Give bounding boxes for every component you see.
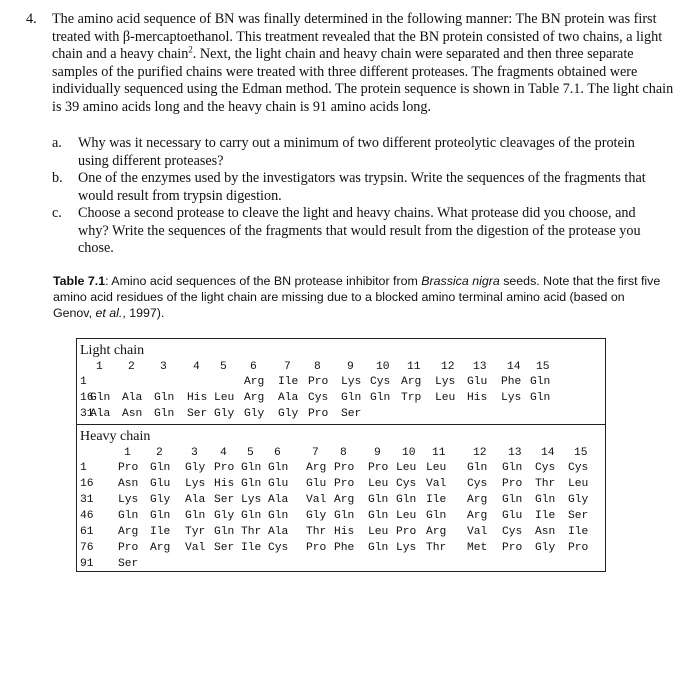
residue: His: [334, 526, 355, 538]
footnote-marker: 2: [188, 44, 193, 55]
position-number: 14: [541, 447, 555, 459]
residue: His: [214, 478, 235, 490]
residue: Gln: [154, 392, 175, 404]
sub-question-text: Why was it necessary to carry out a minimum of two different proteolytic cleavages of the protein using different proteases?: [78, 135, 635, 169]
sub-question-text: One of the enzymes used by the investigators was trypsin. Write the sequences of the fragments that would result from trypsin digestion.: [78, 170, 646, 204]
residue: Thr: [535, 478, 556, 490]
residue: Gln: [241, 478, 262, 490]
residue: Ser: [214, 494, 235, 506]
position-number: 9: [374, 447, 381, 459]
residue: Leu: [214, 392, 235, 404]
position-number: 3: [160, 361, 167, 373]
heavy-chain-title: Heavy chain: [80, 429, 151, 444]
residue: Arg: [426, 526, 447, 538]
caption-text-c: , 1997).: [122, 306, 165, 321]
residue: Leu: [568, 478, 589, 490]
row-start-number: 16: [80, 478, 94, 490]
residue: Ser: [568, 510, 589, 522]
residue: Gln: [341, 392, 362, 404]
position-number: 11: [432, 447, 446, 459]
residue: Gln: [467, 462, 488, 474]
residue: Pro: [568, 542, 589, 554]
residue: Trp: [401, 392, 422, 404]
residue: Gly: [278, 408, 299, 420]
residue: Arg: [306, 462, 327, 474]
residue: Gly: [214, 510, 235, 522]
residue: Cys: [467, 478, 488, 490]
residue: Val: [306, 494, 327, 506]
row-start-number: 31: [80, 408, 94, 420]
residue: Pro: [368, 462, 389, 474]
residue: Ala: [90, 408, 111, 420]
residue: Pro: [308, 376, 329, 388]
caption-text-a: : Amino acid sequences of the BN protease inhibitor from: [105, 274, 422, 288]
residue: Gly: [535, 542, 556, 554]
residue: Leu: [396, 462, 417, 474]
residue: Pro: [396, 526, 417, 538]
caption-etal: et al.: [95, 306, 123, 321]
residue: Lys: [396, 542, 417, 554]
residue: Thr: [241, 526, 262, 538]
row-start-number: 31: [80, 494, 94, 506]
residue: Ala: [268, 526, 289, 538]
residue: Lys: [241, 494, 262, 506]
position-number: 8: [314, 361, 321, 373]
residue: Glu: [150, 478, 171, 490]
position-number: 3: [191, 447, 198, 459]
position-number: 1: [124, 447, 131, 459]
question-number: 4.: [26, 11, 37, 27]
residue: Gln: [370, 392, 391, 404]
position-number: 5: [247, 447, 254, 459]
residue: Glu: [502, 510, 523, 522]
residue: Phe: [334, 542, 355, 554]
residue: Glu: [467, 376, 488, 388]
row-start-number: 16: [80, 392, 94, 404]
residue: Pro: [214, 462, 235, 474]
residue: His: [467, 392, 488, 404]
residue: Gly: [306, 510, 327, 522]
row-start-number: 76: [80, 542, 94, 554]
residue: Gly: [244, 408, 265, 420]
question-intro-part-a: The amino acid sequence of BN was finally determined in the following manner: The BN protein was first treated with β-mercaptoethanol. This treatment revealed that the BN protein consisted of two chains, a light chain and a heavy chain: [52, 11, 663, 63]
residue: Ser: [341, 408, 362, 420]
residue: Lys: [501, 392, 522, 404]
caption-text-b: seeds. Note that the first five amino acid residues of the light chain are missing due to a blocked amino terminal amino acid (based on Genov,: [53, 274, 661, 321]
residue: Met: [467, 542, 488, 554]
residue: Lys: [118, 494, 139, 506]
position-number: 12: [441, 361, 455, 373]
residue: Pro: [334, 462, 355, 474]
residue: Tyr: [185, 526, 206, 538]
position-number: 2: [156, 447, 163, 459]
residue: Leu: [368, 526, 389, 538]
row-start-number: 61: [80, 526, 94, 538]
residue: Arg: [334, 494, 355, 506]
position-number: 11: [407, 361, 421, 373]
question-intro: [52, 11, 680, 117]
position-number: 9: [347, 361, 354, 373]
residue: Ser: [214, 542, 235, 554]
residue: Arg: [467, 510, 488, 522]
residue: Ala: [268, 494, 289, 506]
residue: Gly: [214, 408, 235, 420]
residue: Ile: [426, 494, 447, 506]
position-number: 12: [473, 447, 487, 459]
residue: Thr: [306, 526, 327, 538]
residue: Asn: [535, 526, 556, 538]
row-start-number: 46: [80, 510, 94, 522]
residue: Gln: [426, 510, 447, 522]
residue: Gln: [368, 510, 389, 522]
residue: Pro: [308, 408, 329, 420]
residue: Arg: [467, 494, 488, 506]
position-number: 10: [402, 447, 416, 459]
residue: Ser: [187, 408, 208, 420]
residue: Gln: [150, 510, 171, 522]
row-start-number: 91: [80, 558, 94, 570]
residue: Pro: [118, 462, 139, 474]
residue: Phe: [501, 376, 522, 388]
residue: Leu: [435, 392, 456, 404]
position-number: 4: [220, 447, 227, 459]
row-start-number: 1: [80, 376, 87, 388]
residue: Gln: [502, 462, 523, 474]
table-label: Table 7.1: [53, 274, 106, 288]
residue: Glu: [268, 478, 289, 490]
table-caption: [53, 273, 665, 322]
residue: Val: [467, 526, 488, 538]
residue: Gly: [185, 462, 206, 474]
residue: Gln: [241, 462, 262, 474]
residue: Ile: [568, 526, 589, 538]
residue: Gly: [568, 494, 589, 506]
light-chain-title: Light chain: [80, 343, 145, 358]
residue: Gln: [118, 510, 139, 522]
sub-question-label: a.: [52, 135, 62, 151]
position-number: 15: [574, 447, 588, 459]
residue: Pro: [334, 478, 355, 490]
residue: Ala: [122, 392, 143, 404]
residue: Gln: [368, 494, 389, 506]
residue: Cys: [308, 392, 329, 404]
position-number: 7: [284, 361, 291, 373]
residue: Leu: [426, 462, 447, 474]
residue: Val: [185, 542, 206, 554]
position-number: 15: [536, 361, 550, 373]
residue: Gln: [185, 510, 206, 522]
residue: Ile: [278, 376, 299, 388]
residue: Lys: [341, 376, 362, 388]
residue: Gln: [150, 462, 171, 474]
residue: Arg: [401, 376, 422, 388]
residue: Ser: [118, 558, 139, 570]
residue: Gln: [214, 526, 235, 538]
residue: Gln: [396, 494, 417, 506]
position-number: 14: [507, 361, 521, 373]
position-number: 5: [220, 361, 227, 373]
residue: His: [187, 392, 208, 404]
residue: Ala: [185, 494, 206, 506]
residue: Gln: [368, 542, 389, 554]
residue: Pro: [118, 542, 139, 554]
residue: Gln: [154, 408, 175, 420]
residue: Ile: [535, 510, 556, 522]
residue: Gln: [535, 494, 556, 506]
residue: Cys: [370, 376, 391, 388]
residue: Pro: [306, 542, 327, 554]
residue: Cys: [268, 542, 289, 554]
residue: Ile: [241, 542, 262, 554]
residue: Cys: [535, 462, 556, 474]
residue: Val: [426, 478, 447, 490]
residue: Gln: [530, 376, 551, 388]
position-number: 6: [250, 361, 257, 373]
position-number: 6: [274, 447, 281, 459]
position-number: 8: [340, 447, 347, 459]
residue: Gln: [334, 510, 355, 522]
residue: Ala: [278, 392, 299, 404]
residue: Lys: [435, 376, 456, 388]
residue: Gln: [90, 392, 111, 404]
position-number: 13: [508, 447, 522, 459]
residue: Gln: [241, 510, 262, 522]
residue: Arg: [244, 392, 265, 404]
residue: Leu: [368, 478, 389, 490]
position-number: 1: [96, 361, 103, 373]
residue: Asn: [122, 408, 143, 420]
residue: Asn: [118, 478, 139, 490]
residue: Gly: [150, 494, 171, 506]
residue: Gln: [502, 494, 523, 506]
position-number: 7: [312, 447, 319, 459]
row-start-number: 1: [80, 462, 87, 474]
residue: Arg: [150, 542, 171, 554]
residue: Gln: [530, 392, 551, 404]
position-number: 4: [193, 361, 200, 373]
sub-question-label: b.: [52, 170, 63, 186]
position-number: 13: [473, 361, 487, 373]
caption-species: Brassica nigra: [421, 274, 500, 288]
residue: Lys: [185, 478, 206, 490]
question-intro-part-b: . Next, the light chain and heavy chain were separated and then three separate samples of the purified chains were treated with three different proteases. The fragments obtained were individually sequenced using the Edman method. The protein sequence is shown in Table 7.1. The light chain is 39 amino acids long and the heavy chain is 91 amino acids long.: [52, 46, 674, 115]
table-divider: [76, 424, 606, 425]
residue: Thr: [426, 542, 447, 554]
residue: Cys: [568, 462, 589, 474]
residue: Cys: [396, 478, 417, 490]
sub-question-text: Choose a second protease to cleave the light and heavy chains. What protease did you choose, and why? Write the sequences of the fragments that would result from the digestion of the protease you chose.: [78, 205, 641, 257]
sub-question-label: c.: [52, 205, 62, 221]
residue: Arg: [118, 526, 139, 538]
residue: Pro: [502, 478, 523, 490]
residue: Cys: [502, 526, 523, 538]
residue: Pro: [502, 542, 523, 554]
position-number: 10: [376, 361, 390, 373]
residue: Gln: [268, 510, 289, 522]
residue: Ile: [150, 526, 171, 538]
residue: Arg: [244, 376, 265, 388]
residue: Glu: [306, 478, 327, 490]
residue: Leu: [396, 510, 417, 522]
position-number: 2: [128, 361, 135, 373]
residue: Gln: [268, 462, 289, 474]
